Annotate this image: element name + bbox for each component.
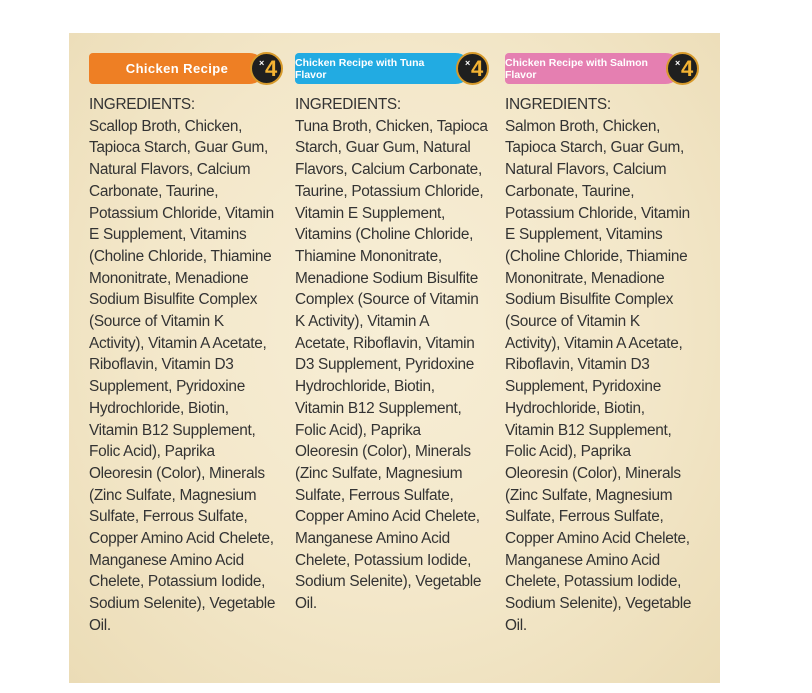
quantity-badge [456,52,489,85]
ingredients-list: Tuna Broth, Chicken, Tapioca Starch, Guar Gum, Natural Flavors, Calcium Carbonate, Taurine, Potassium Chloride, Vitamin E Supplement, Vitamins (Choline Chloride, Thiamine Mononitrate, Menadione Sodium Bisulfite Complex (Source of Vitamin K Activity), Vitamin A Acetate, Riboflavin, Vitamin D3 Supplement, Pyridoxine Hydrochloride, Biotin, Vitamin B12 Supplement, Folic Acid), Paprika Oleoresin (Color), Minerals (Zinc Sulfate, Magnesium Sulfate, Ferrous Sulfate, Copper Amino Acid Chelete, Manganese Amino Acid Chelete, Potassium Iodide, Sodium Selenite), Vegetable Oil. [295,117,488,613]
times-icon: × [259,58,265,68]
column-salmon-flavor [505,53,701,637]
ingredients-heading: INGREDIENTS: [505,96,611,113]
recipe-banner [89,53,285,84]
times-icon: × [675,58,681,68]
recipe-banner [295,53,491,84]
quantity-count: 4 [265,56,278,81]
ingredients-heading: INGREDIENTS: [295,96,401,113]
ingredients-text [505,94,705,637]
quantity-badge [666,52,699,85]
recipe-title-bar [89,53,265,84]
ingredients-text [89,94,289,637]
recipe-title-bar [505,53,681,84]
quantity-count: 4 [681,56,694,81]
quantity-badge [250,52,283,85]
column-chicken-recipe [89,53,285,637]
times-icon: × [465,58,471,68]
quantity-count: 4 [471,56,484,81]
recipe-title: Chicken Recipe with Salmon Flavor [505,56,648,81]
ingredients-list: Salmon Broth, Chicken, Tapioca Starch, Guar Gum, Natural Flavors, Calcium Carbonate, Taurine, Potassium Chloride, Vitamin E Supplement, Vitamins (Choline Chloride, Thiamine Mononitrate, Menadione Sodium Bisulfite Complex (Source of Vitamin K Activity), Vitamin A Acetate, Riboflavin, Vitamin D3 Supplement, Pyridoxine Hydrochloride, Biotin, Vitamin B12 Supplement, Folic Acid), Paprika Oleoresin (Color), Minerals (Zinc Sulfate, Magnesium Sulfate, Ferrous Sulfate, Copper Amino Acid Chelete, Manganese Amino Acid Chelete, Potassium Iodide, Sodium Selenite), Vegetable Oil. [505,117,692,634]
ingredients-text [295,94,495,615]
ingredients-heading: INGREDIENTS: [89,96,195,113]
ingredients-panel [69,33,720,683]
recipe-title: Chicken Recipe with Tuna Flavor [295,56,425,81]
column-tuna-flavor [295,53,491,615]
recipe-banner [505,53,701,84]
recipe-title-bar [295,53,471,84]
recipe-title: Chicken Recipe [125,61,229,76]
ingredients-list: Scallop Broth, Chicken, Tapioca Starch, Guar Gum, Natural Flavors, Calcium Carbonate, Taurine, Potassium Chloride, Vitamin E Supplement, Vitamins (Choline Chloride, Thiamine Mononitrate, Menadione Sodium Bisulfite Complex (Source of Vitamin K Activity), Vitamin A Acetate, Riboflavin, Vitamin D3 Supplement, Pyridoxine Hydrochloride, Biotin, Vitamin B12 Supplement, Folic Acid), Paprika Oleoresin (Color), Minerals (Zinc Sulfate, Magnesium Sulfate, Ferrous Sulfate, Copper Amino Acid Chelete, Manganese Amino Acid Chelete, Potassium Iodide, Sodium Selenite), Vegetable Oil. [89,117,276,634]
